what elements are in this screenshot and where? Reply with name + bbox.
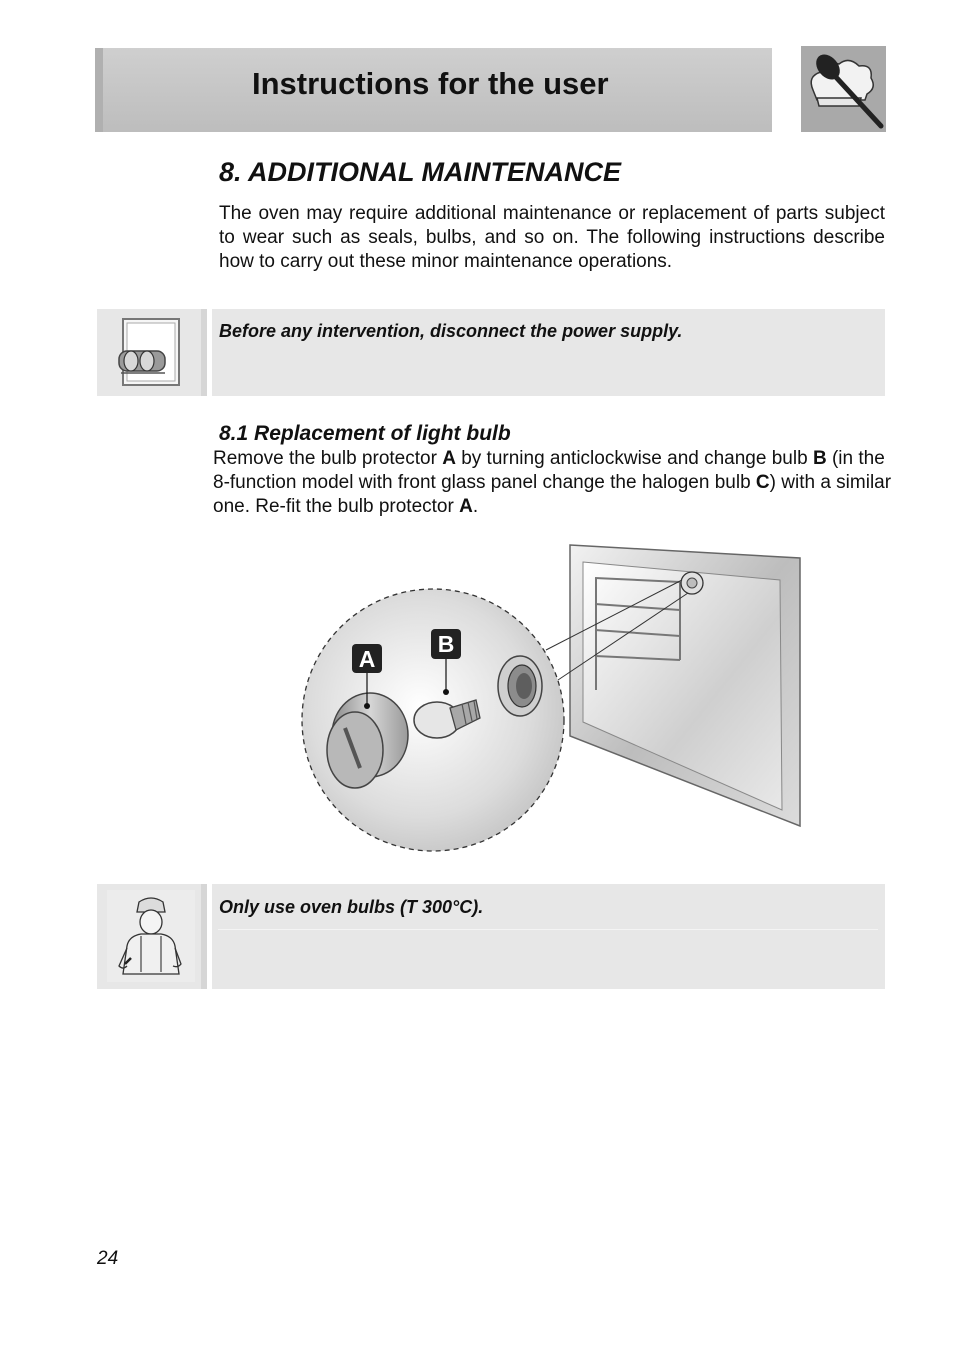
bulb-warning-icon-box: [97, 884, 207, 989]
ref-b: B: [812, 448, 827, 469]
page-number: 24: [97, 1248, 119, 1269]
body-text: .: [472, 496, 479, 517]
bulb-replacement-diagram: [300, 540, 810, 860]
body-text: (in the 8-function model with front glass panel change the halogen bulb: [213, 448, 885, 493]
body-text: ) with a similar one. Re-fit the bulb protector: [213, 472, 892, 517]
body-text: by turning anticlockwise and change bulb: [455, 448, 813, 469]
body-text: Remove the bulb protector: [213, 448, 443, 469]
intro-paragraph: The oven may require additional maintenance or replacement of parts subject to wear such as seals, bulbs, and so on. The following instructions describe how to carry out these minor maintenance operations.: [219, 203, 885, 272]
power-warning-text: Before any intervention, disconnect the power supply.: [219, 321, 683, 341]
technician-icon: [97, 884, 201, 989]
note-divider: [218, 929, 878, 930]
ref-c: C: [755, 472, 770, 493]
spoon-and-chef-hat-icon: [801, 46, 886, 132]
ref-a: A: [442, 448, 456, 469]
section-title: 8. ADDITIONAL MAINTENANCE: [219, 157, 622, 187]
ref-a: A: [459, 496, 473, 517]
page-header-title: Instructions for the user: [252, 66, 609, 101]
power-warning-icon-box: [97, 309, 207, 396]
bulb-warning-text: Only use oven bulbs (T 300°C).: [219, 897, 484, 917]
label-a: A: [358, 646, 376, 672]
label-b: B: [437, 631, 455, 657]
subsection-title: 8.1 Replacement of light bulb: [219, 422, 511, 445]
subsection-body: [213, 447, 893, 519]
power-socket-icon: [97, 309, 201, 396]
